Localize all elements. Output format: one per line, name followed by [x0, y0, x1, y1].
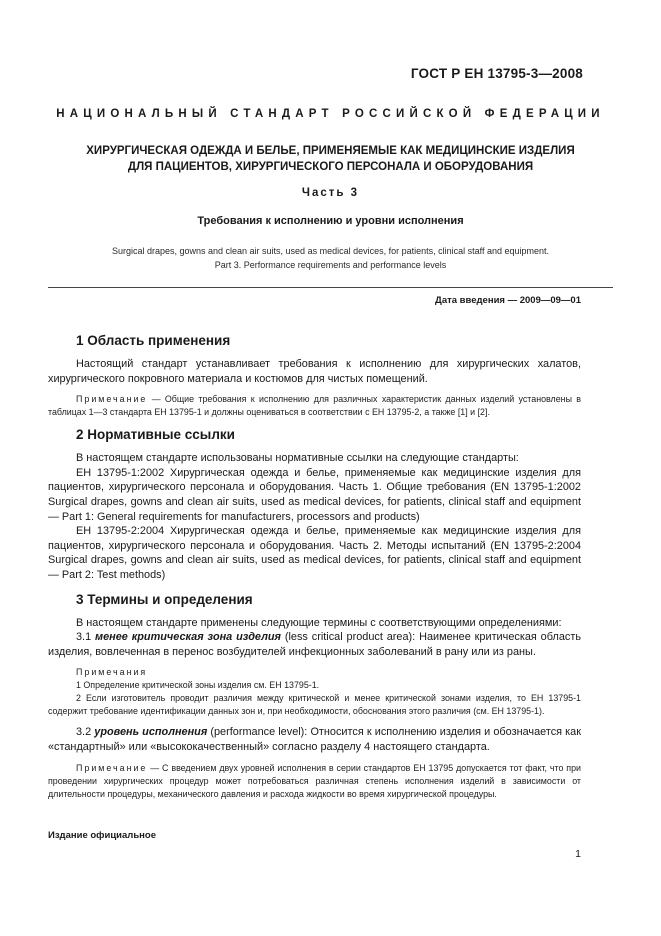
document-title	[60, 143, 601, 175]
header-divider	[48, 287, 613, 288]
section-1-note	[48, 393, 581, 419]
section-2-heading: 2 Нормативные ссылки	[76, 427, 235, 443]
main-content	[48, 333, 581, 801]
part-title: Требования к исполнению и уровни исполнения	[197, 215, 464, 227]
reference-en-13795-2: ЕН 13795-2:2004 Хирургическая одежда и белье, применяемые как медицинские изделия для пациентов, хирургического персонала и оборудования. Часть 2. Методы испытаний (EN 13795-2:2004 Surgical drapes, gowns and clean air suits, used as medical devices, for patients, clinical staff and equipment — Part 2: Test methods)	[48, 525, 581, 581]
note-label: Примечание	[76, 394, 148, 405]
introduction-date: Дата введения — 2009—09—01	[435, 295, 581, 306]
note-text: — С введением двух уровней исполнения в серии стандартов ЕН 13795 допускается тот факт, что при проведении хирургических процедур может потребоваться различная степень исполнения изделий в зависимости от длительности процедуры, механического давления и расхода жидкости во время хирургической процедуры.	[48, 762, 581, 799]
note-text: — Общие требования к исполнению для различных характеристик данных изделий установлены в таблицах 1—3 стандарта ЕН 13795-1 и должны оцениваться в соответствии с ЕН 13795-2, а также [1] и [2].	[48, 394, 581, 418]
title-line-1: ХИРУРГИЧЕСКАЯ ОДЕЖДА И БЕЛЬЕ, ПРИМЕНЯЕМЫЕ КАК МЕДИЦИНСКИЕ ИЗДЕЛИЯ	[86, 145, 575, 157]
standard-code: ГОСТ Р ЕН 13795-3—2008	[410, 66, 583, 81]
page-number: 1	[575, 848, 581, 860]
term-definition: (performance level): Относится к исполнению изделия и обозначается как «стандартный» или «высококачественный» согласно разделу 4 настоящего стандарта.	[48, 726, 581, 753]
term-name: менее критическая зона изделия	[95, 631, 281, 644]
note-3	[48, 762, 581, 801]
term-number: 3.2	[76, 726, 95, 739]
section-3-heading: 3 Термины и определения	[76, 591, 253, 607]
english-title-line-1: Surgical drapes, gowns and clean air suits, used as medical devices, for patients, clinical staff and equipment.	[111, 246, 550, 256]
reference-en-13795-1: ЕН 13795-1:2002 Хирургическая одежда и белье, применяемые как медицинские изделия для пациентов, хирургического персонала и оборудования. Часть 1. Общие требования (EN 13795-1:2002 Surgical drapes, gowns and clean air suits, used as medical devices, for patients, clinical staff and equipment — Part 1: General requirements for manufacturers, processors and products)	[48, 466, 581, 523]
official-edition-label: Издание официальное	[48, 830, 156, 841]
section-1-paragraph: Настоящий стандарт устанавливает требования к исполнению для хирургических халатов, хирургического покровного материала и костюмов для чистых помещений.	[48, 358, 581, 385]
section-2-intro: В настоящем стандарте использованы нормативные ссылки на следующие стандарты:	[76, 452, 519, 465]
notes-label: Примечания	[76, 667, 148, 678]
term-3-1	[48, 630, 581, 659]
english-title-line-2: Part 3. Performance requirements and performance levels	[214, 260, 447, 270]
note-2: 2 Если изготовитель проводит различия между критической и менее критической зонами изделия, то ЕН 13795-1 содержит требование идентификации данных зон и, при необходимости, обоснования этого различия (см. ЕН 13795-1).	[48, 693, 581, 717]
national-standard-banner: НАЦИОНАЛЬНЫЙ СТАНДАРТ РОССИЙСКОЙ ФЕДЕРАЦИИ	[56, 108, 605, 120]
term-3-2	[48, 725, 581, 754]
term-name: уровень исполнения	[94, 726, 208, 739]
section-1-heading: 1 Область применения	[76, 333, 231, 348]
section-3-intro: В настоящем стандарте применены следующие термины с соответствующими определениями:	[76, 616, 562, 629]
term-definition: (less critical product area): Наименее критическая область изделия, вовлеченная в перенос возбудителей инфекционных заболеваний в рану или из раны.	[48, 631, 582, 658]
part-label: Часть 3	[301, 187, 360, 199]
note-1: 1 Определение критической зоны изделия см. ЕН 13795-1.	[76, 680, 320, 691]
term-number: 3.1	[76, 631, 96, 644]
title-line-2: ДЛЯ ПАЦИЕНТОВ, ХИРУРГИЧЕСКОГО ПЕРСОНАЛА И ОБОРУДОВАНИЯ	[127, 161, 534, 173]
english-title	[40, 244, 621, 272]
note-label: Примечание	[76, 762, 148, 773]
